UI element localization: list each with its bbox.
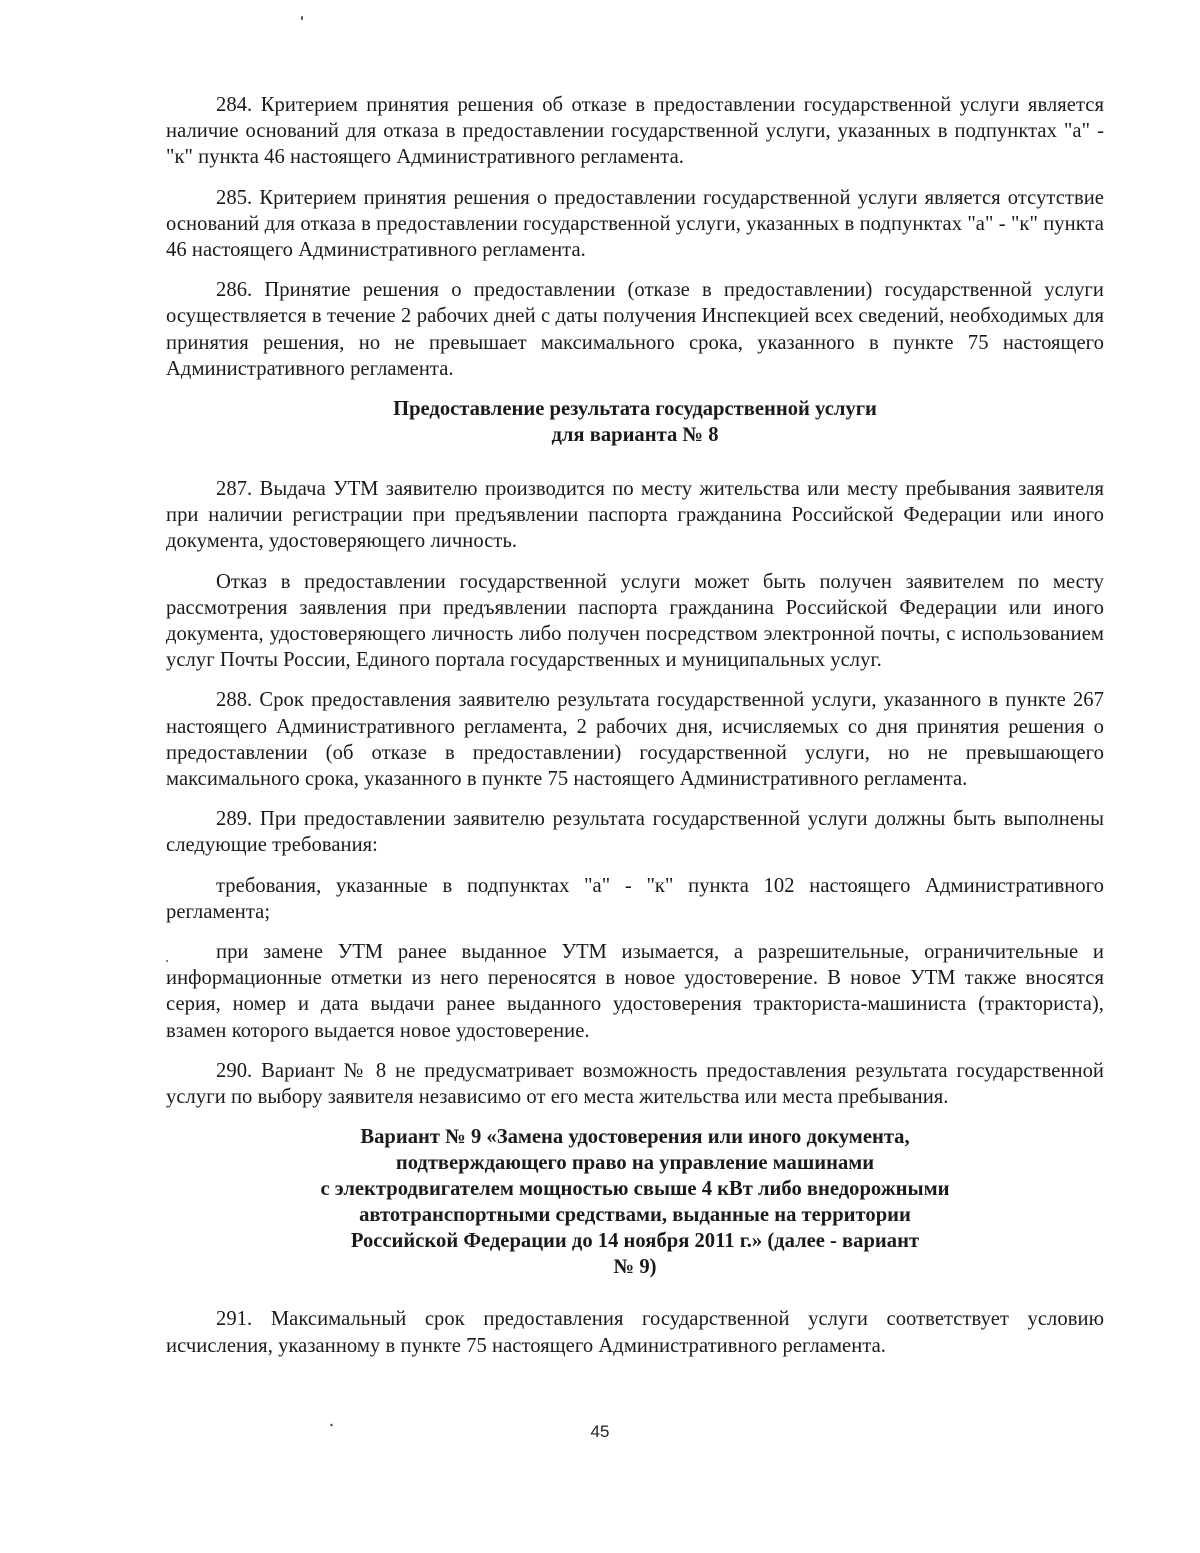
heading-line: с электродвигателем мощностью свыше 4 кВт либо внедорожными xyxy=(320,1178,950,1201)
paragraph-refusal: Отказ в предоставлении государственной услуги может быть получен заявителем по месту рассмотрения заявления при предъявлении паспорта гражданина Российской Федерации или иного документа, удостоверяющего личность либо получен посредством электронной почты, с использованием услуг Почты России, Единого портала государственных и муниципальных услуг. xyxy=(166,570,1104,672)
document-body xyxy=(166,92,1104,1373)
paragraph-287: 287. Выдача УТМ заявителю производится по месту жительства или месту пребывания заявителя при наличии регистрации при предъявлении паспорта гражданина Российской Федерации или иного документа, удостоверяющего личность. xyxy=(166,478,1104,553)
heading-line: № 9) xyxy=(613,1256,657,1279)
paragraph-288: 288. Срок предоставления заявителю результата государственной услуги, указанного в пункте 267 настоящего Административного регламента, 2 рабочих дня, исчисляемых со дня принятия решения о предоставлении (об отказе в предоставлении) государственной услуги, но не превышающего максимального срока, указанного в пункте 75 настоящего Административного регламента. xyxy=(166,689,1104,791)
scan-speck xyxy=(301,16,303,20)
section-heading-variant-9 xyxy=(166,1124,1104,1280)
paragraph-285: 285. Критерием принятия решения о предоставлении государственной услуги является отсутствие оснований для отказа в предоставлении государственной услуги, указанных в подпунктах "а" - "к" пункта 46 настоящего Административного регламента. xyxy=(166,186,1104,262)
paragraph-284: 284. Критерием принятия решения об отказе в предоставлении государственной услуги является наличие оснований для отказа в предоставлении государственной услуги, указанных в подпунктах "а" - "к" пункта 46 настоящего Административного регламента. xyxy=(166,94,1104,169)
heading-line: Российской Федерации до 14 ноября 2011 г.» (далее - вариант xyxy=(350,1230,920,1253)
paragraph-requirements: требования, указанные в подпунктах "а" - "к" пункта 102 настоящего Административного регламента; xyxy=(166,874,1104,923)
section-heading-result-variant-8 xyxy=(166,396,1104,448)
paragraph-291: 291. Максимальный срок предоставления государственной услуги соответствует условию исчисления, указанному в пункте 75 настоящего Административного регламента. xyxy=(166,1308,1104,1357)
paragraph-290: 290. Вариант № 8 не предусматривает возможность предоставления результата государственной услуги по выбору заявителя независимо от его места жительства или места пребывания. xyxy=(166,1059,1104,1109)
paragraph-289: 289. При предоставлении заявителю результата государственной услуги должны быть выполнены следующие требования: xyxy=(166,808,1104,857)
paragraph-utm-replacement: при замене УТМ ранее выданное УТМ изымается, а разрешительные, ограничительные и информационные отметки из него переносятся в новое удостоверение. В новое УТМ также вносятся серия, номер и дата выдачи ранее выданного удостоверения тракториста-машиниста (тракториста), взамен которого выдается новое удостоверение. xyxy=(166,941,1104,1042)
heading-line: для варианта № 8 xyxy=(551,424,719,447)
heading-line: подтверждающего право на управление машинами xyxy=(395,1152,875,1175)
paragraph-286: 286. Принятие решения о предоставлении (отказе в предоставлении) государственной услуги осуществляется в течение 2 рабочих дней с даты получения Инспекцией всех сведений, необходимых для принятия решения, но не превышает максимального срока, указанного в пункте 75 настоящего Административного регламента. xyxy=(166,279,1104,380)
heading-line: Предоставление результата государственной услуги xyxy=(393,398,877,421)
heading-line: Вариант № 9 «Замена удостоверения или иного документа, xyxy=(360,1126,910,1149)
heading-line: автотранспортными средствами, выданные на территории xyxy=(359,1204,911,1227)
page-number: 45 xyxy=(590,1422,610,1441)
